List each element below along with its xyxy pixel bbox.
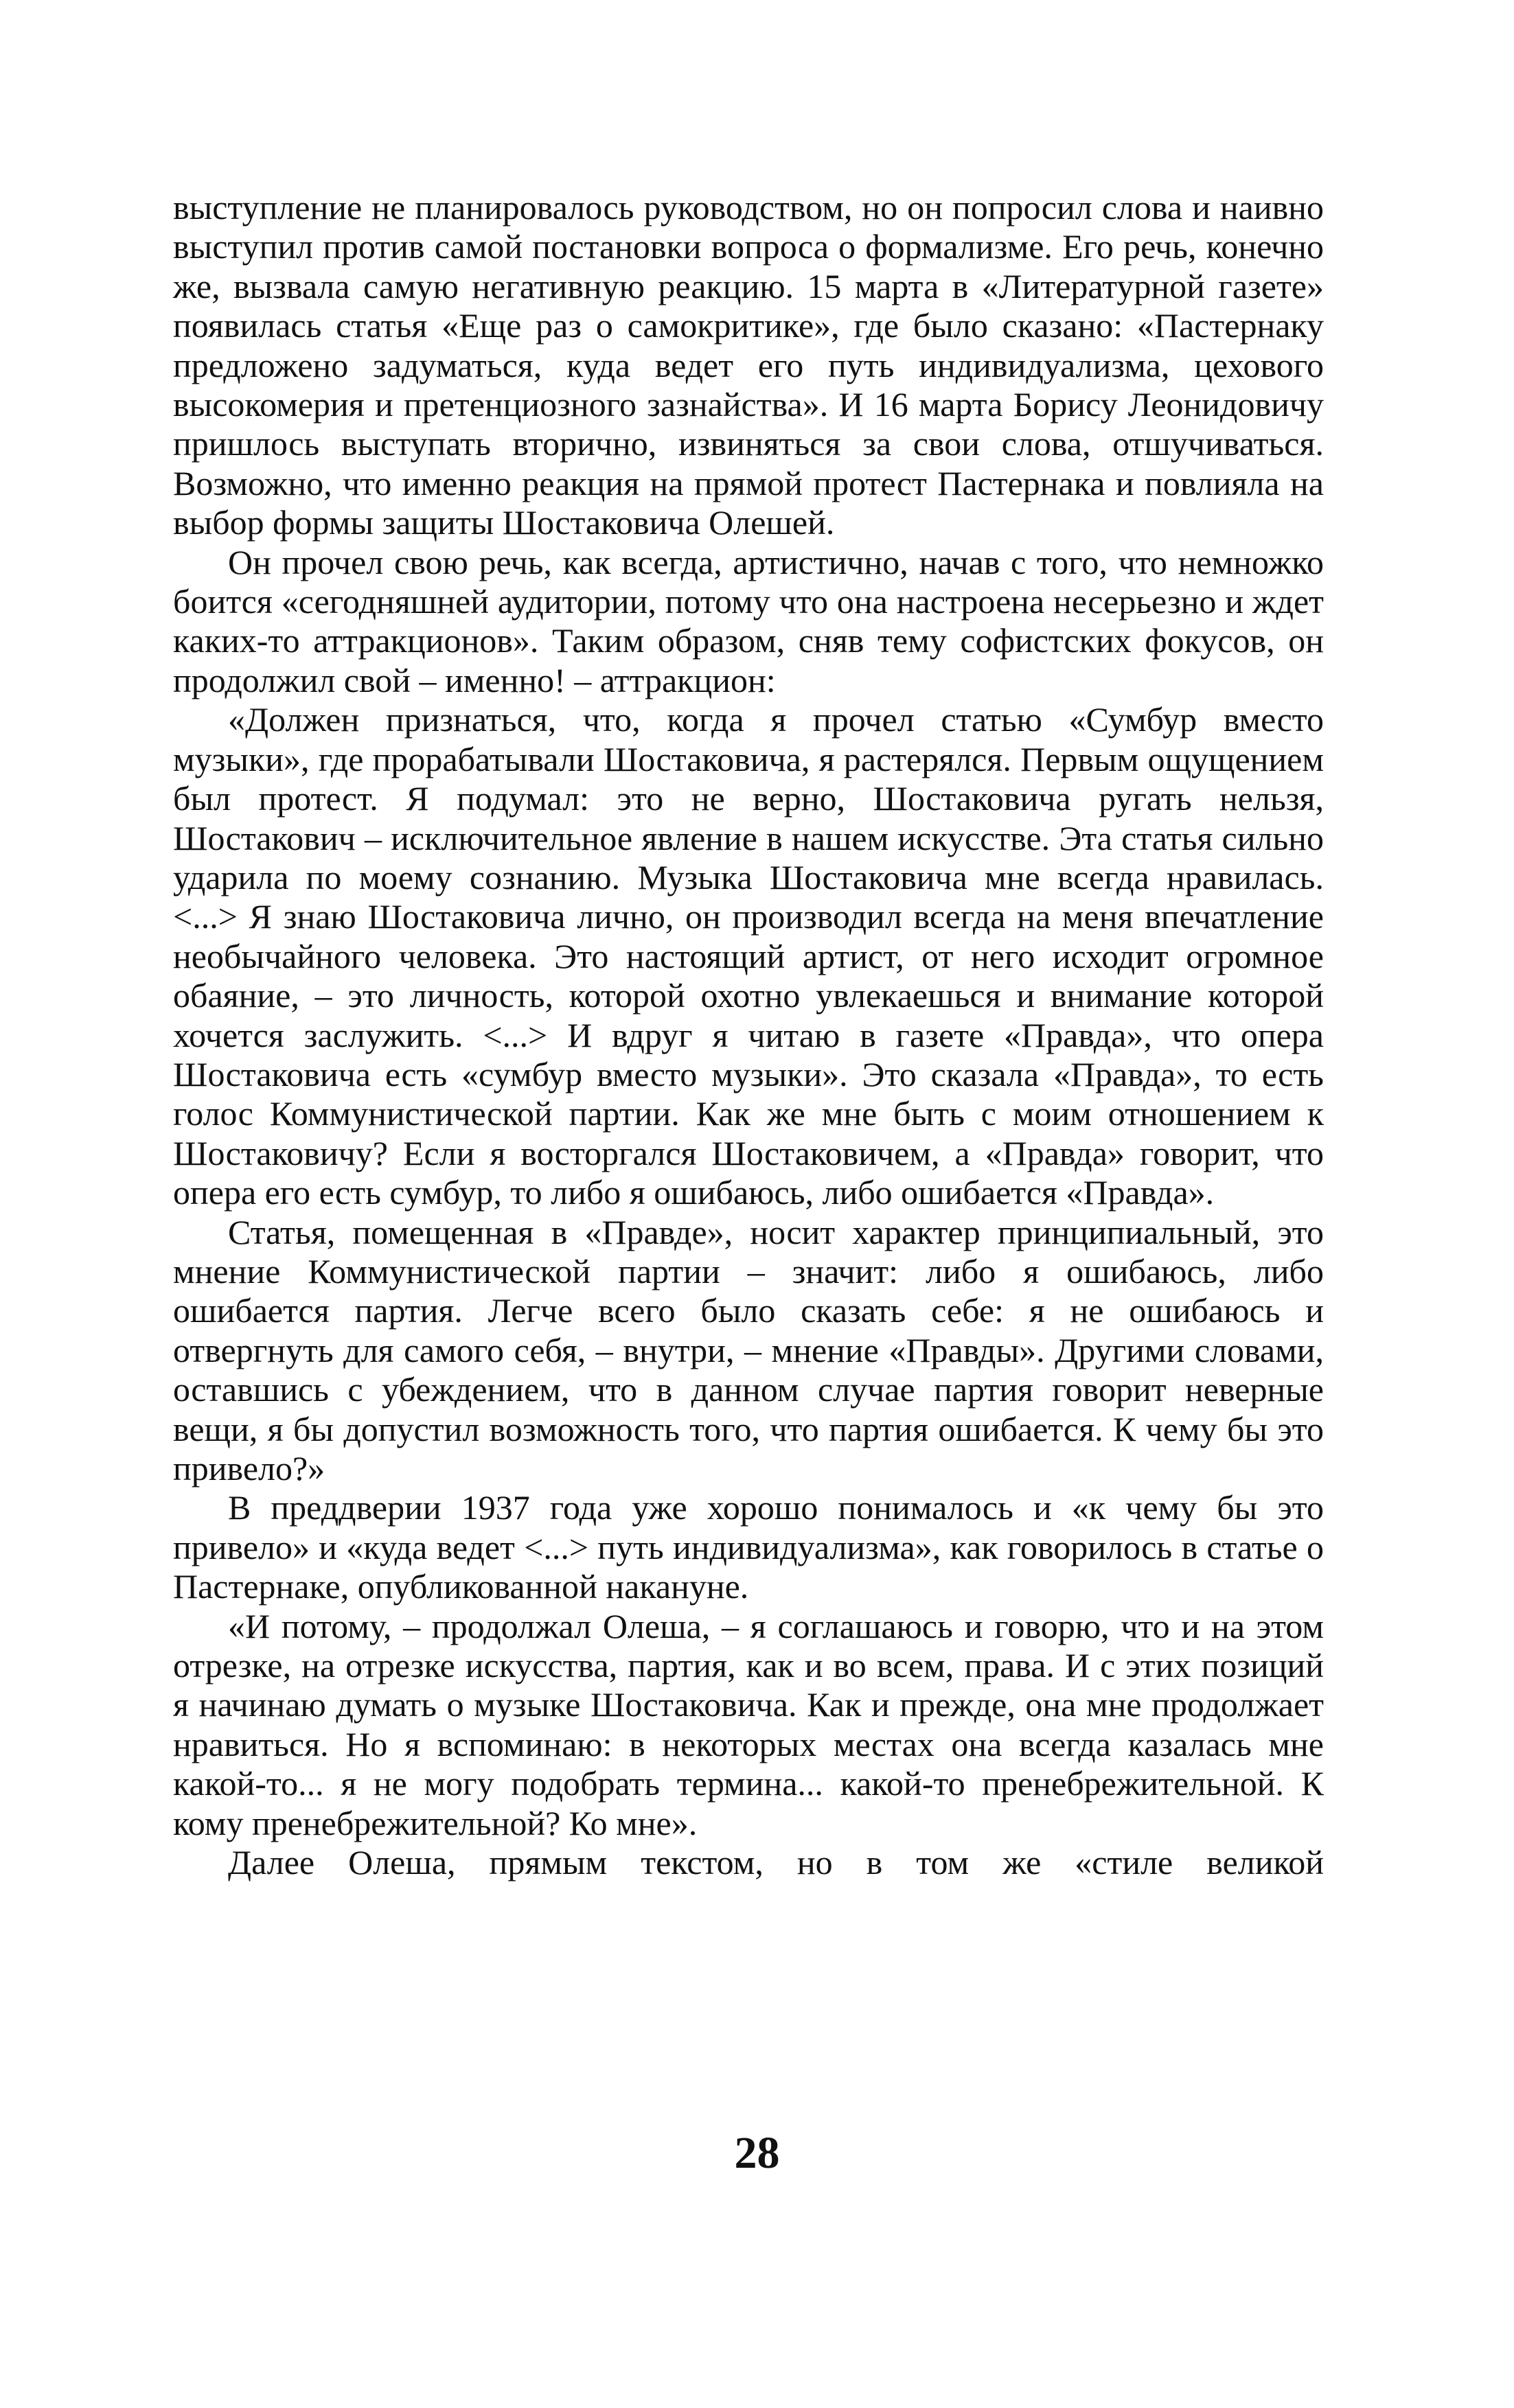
paragraph: «Должен признаться, что, когда я прочел статью «Сумбур вместо музыки», где прорабатывали Шостаковича, я растерялся. Первым ощущением был протест. Я подумал: это не верно, Шостаковича ругать нельзя, Шостакович – исключительное явление в нашем искусстве. Эта статья сильно ударила по моему сознанию. Музыка Шостаковича мне всегда нравилась. <...> Я знаю Шостаковича лично, он производил всегда на меня впечатление необычайного человека. Это настоящий артист, от него исходит огромное обаяние, – это личность, которой охотно увлекаешься и внимание которой хочется заслужить. <...> И вдруг я читаю в газете «Правда», что опера Шостаковича есть «сумбур вместо музыки». Это сказала «Правда», то есть голос Коммунистической партии. Как же мне быть с моим отношением к Шостаковичу? Если я восторгался Шостаковичем, а «Правда» говорит, что опера его есть сумбур, то либо я ошибаюсь, либо ошибается «Правда». — [173, 700, 1324, 1212]
paragraph: В преддверии 1937 года уже хорошо понималось и «к чему бы это привело» и «куда ведет <...> путь индивидуализма», как говорилось в статье о Пастернаке, опубликованной накануне. — [173, 1488, 1324, 1606]
paragraph: «И потому, – продолжал Олеша, – я соглашаюсь и говорю, что и на этом отрезке, на отрезке искусства, партия, как и во всем, права. И с этих позиций я начинаю думать о музыке Шостаковича. Как и прежде, она мне продолжает нравиться. Но я вспоминаю: в некоторых местах она всегда казалась мне какой-то... я не могу подобрать термина... какой-то пренебрежительной. К кому пренебрежительной? Ко мне». — [173, 1606, 1324, 1842]
body-text — [173, 188, 1324, 1882]
paragraph: Далее Олеша, прямым текстом, но в том же «стиле великой — [228, 1843, 1324, 1882]
page-number: 28 — [734, 2128, 780, 2178]
paragraph: Он прочел свою речь, как всегда, артистично, начав с того, что немножко боится «сегодняшней аудитории, потому что она настроена несерьезно и ждет каких-то аттракционов». Таким образом, сняв тему софистских фокусов, он продолжил свой – именно! – аттракцион: — [173, 542, 1324, 699]
paragraph: выступление не планировалось руководством, но он попросил слова и наивно выступил против самой постановки вопроса о формализме. Его речь, конечно же, вызвала самую негативную реакцию. 15 марта в «Литературной газете» появилась статья «Еще раз о самокритике», где было сказано: «Пастернаку предложено задуматься, куда ведет его путь индивидуализма, цехового высокомерия и претенциозного зазнайства». И 16 марта Борису Леонидовичу пришлось выступать вторично, извиняться за свои слова, отшучиваться. Возможно, что именно реакция на прямой протест Пастернака и повлияла на выбор формы защиты Шостаковича Олешей. — [173, 188, 1324, 542]
paragraph: Статья, помещенная в «Правде», носит характер принципиальный, это мнение Коммунистической партии – значит: либо я ошибаюсь, либо ошибается партия. Легче всего было сказать себе: я не ошибаюсь и отвергнуть для самого себя, – внутри, – мнение «Правды». Другими словами, оставшись с убеждением, что в данном случае партия говорит неверные вещи, я бы допустил возможность того, что партия ошибается. К чему бы это привело?» — [173, 1212, 1324, 1487]
